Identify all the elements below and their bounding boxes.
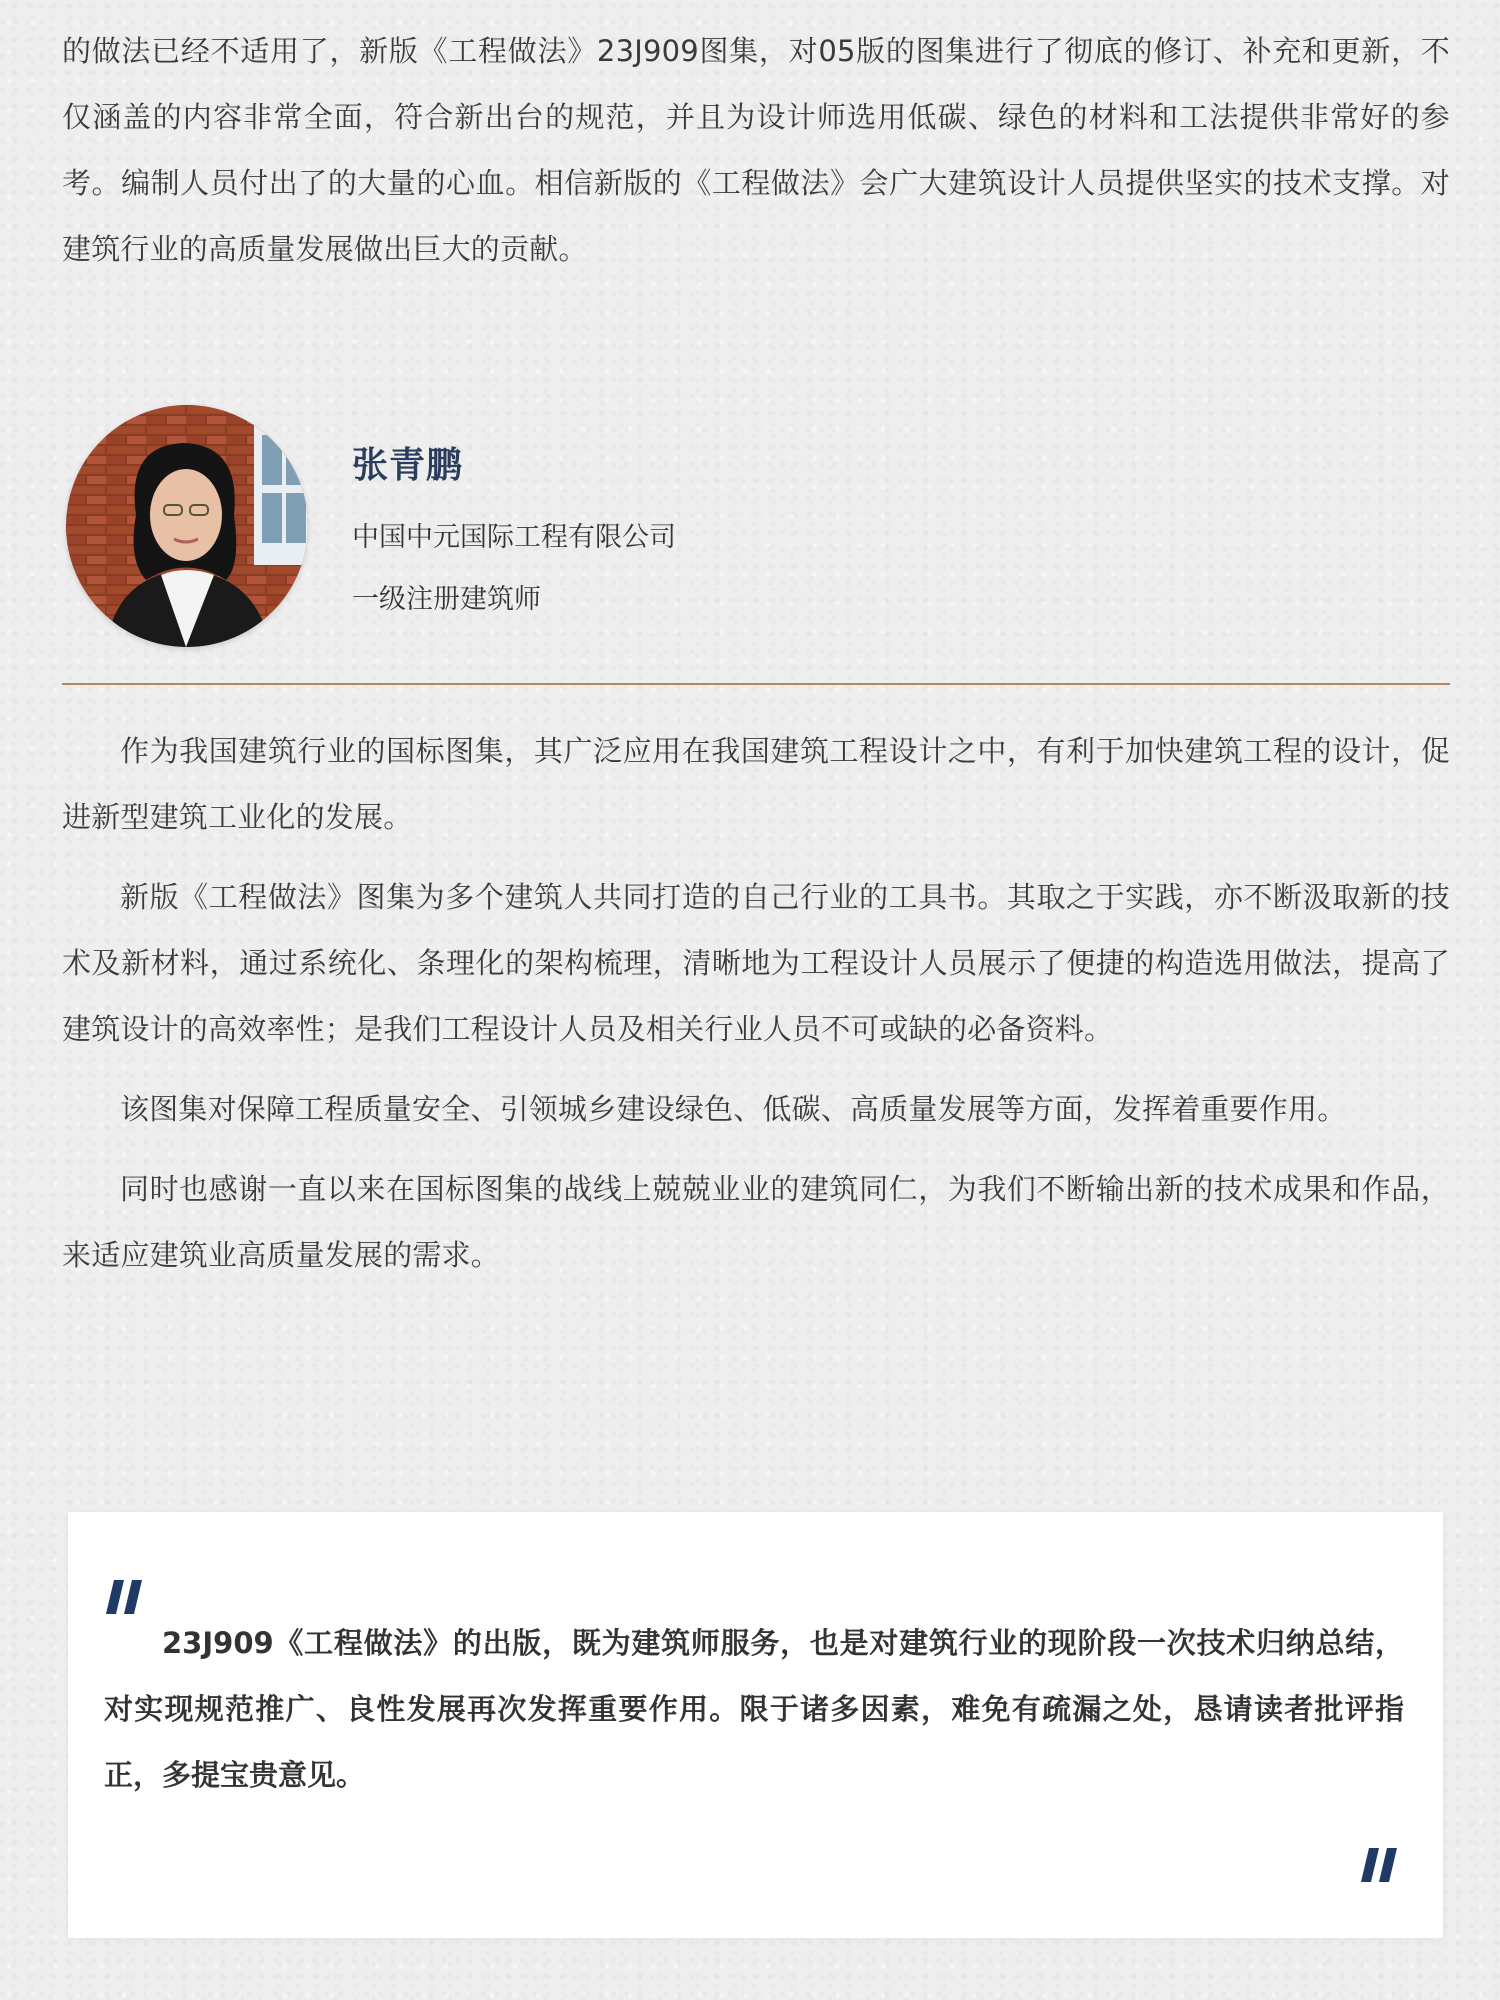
section-divider: [62, 683, 1450, 685]
body-paragraph: 同时也感谢一直以来在国标图集的战线上兢兢业业的建筑同仁，为我们不断输出新的技术成果和作品，来适应建筑业高质量发展的需求。: [62, 1172, 1450, 1272]
intro-paragraph: 的做法已经不适用了，新版《工程做法》23J909图集，对05版的图集进行了彻底的修订、补充和更新，不仅涵盖的内容非常全面，符合新出台的规范，并且为设计师选用低碳、绿色的材料和工法提供非常好的参考。编制人员付出了的大量的心血。相信新版的《工程做法》会广大建筑设计人员提供坚实的技术支撑。对建筑行业的高质量发展做出巨大的贡献。: [62, 34, 1450, 266]
author-profile: [62, 405, 1450, 655]
intro-section: [62, 18, 1450, 282]
body-paragraph: 作为我国建筑行业的国标图集，其广泛应用在我国建筑工程设计之中，有利于加快建筑工程的设计，促进新型建筑工业化的发展。: [62, 734, 1450, 834]
author-name: 张青鹏: [352, 445, 464, 486]
quote-close-icon: [1359, 1848, 1403, 1882]
body-paragraph: 该图集对保障工程质量安全、引领城乡建设绿色、低碳、高质量发展等方面，发挥着重要作用。: [120, 1092, 1347, 1126]
avatar-photo: [66, 405, 308, 647]
quote-open-icon: [104, 1580, 148, 1614]
author-company: 中国中元国际工程有限公司: [352, 522, 676, 553]
avatar: [66, 405, 308, 647]
quote-box: [68, 1512, 1443, 1938]
body-paragraph: 新版《工程做法》图集为多个建筑人共同打造的自己行业的工具书。其取之于实践，亦不断汲取新的技术及新材料，通过系统化、条理化的架构梳理，清晰地为工程设计人员展示了便捷的构造选用做法，提高了建筑设计的高效率性；是我们工程设计人员及相关行业人员不可或缺的必备资料。: [62, 880, 1450, 1046]
author-role: 一级注册建筑师: [352, 584, 541, 615]
body-section: [62, 718, 1450, 1302]
quote-text: 23J909《工程做法》的出版，既为建筑师服务，也是对建筑行业的现阶段一次技术归纳总结，对实现规范推广、良性发展再次发挥重要作用。限于诸多因素，难免有疏漏之处，恳请读者批评指正，多提宝贵意见。: [104, 1626, 1404, 1792]
